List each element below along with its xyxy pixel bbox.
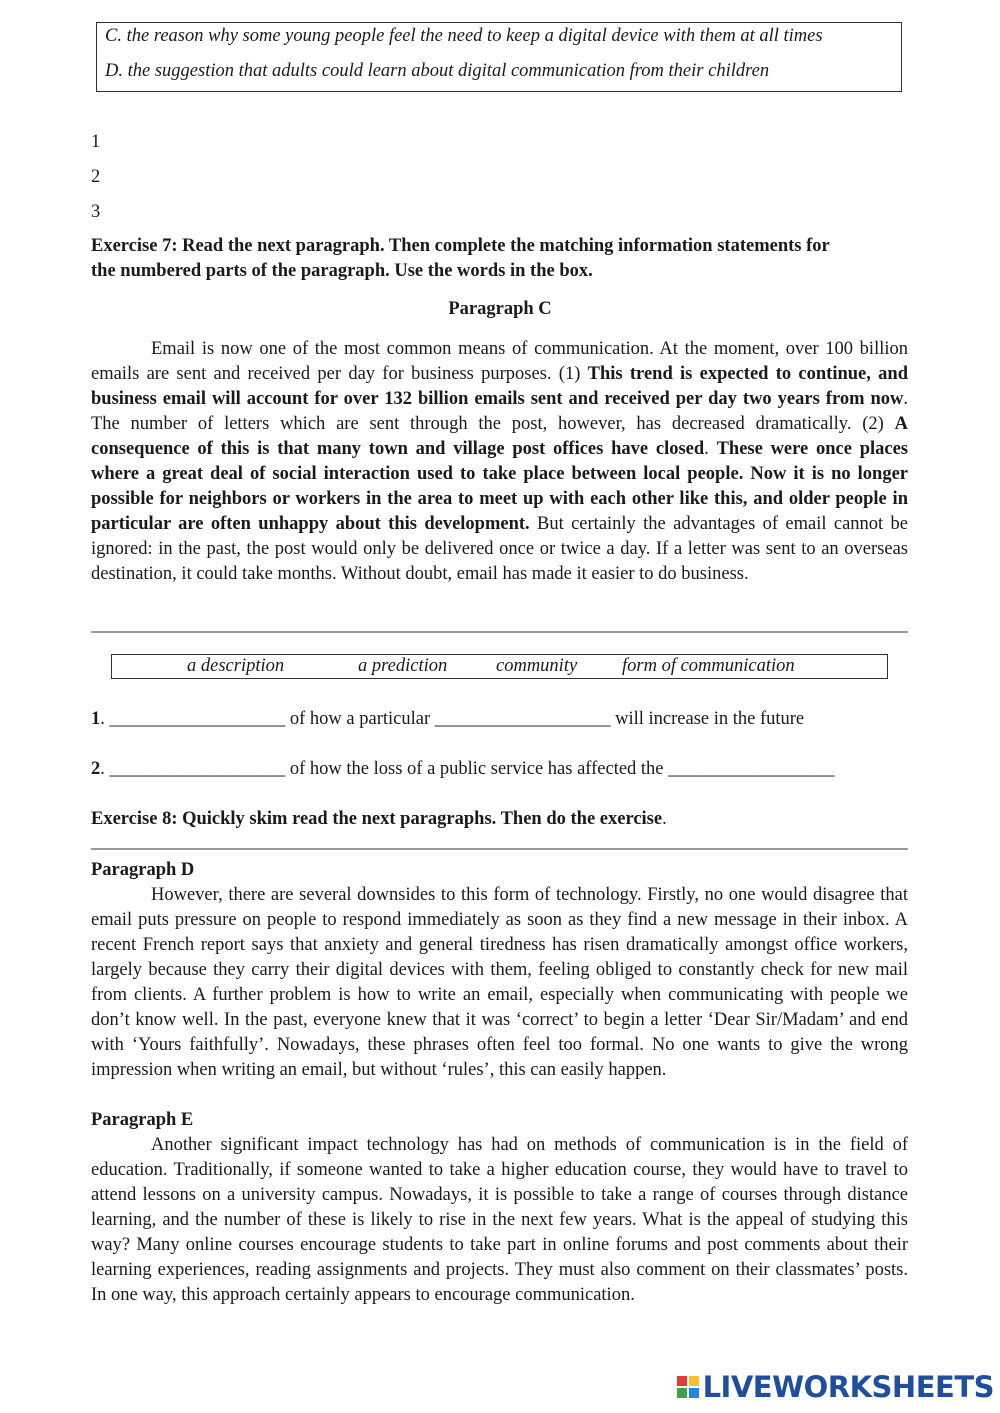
paragraph-c-title: Paragraph C bbox=[448, 299, 552, 319]
paragraph-c-bold-1: This trend is expected to continue, and business email will account for over 132 billion emails sent and received per day two years from now bbox=[91, 364, 908, 409]
exercise-8-end: . bbox=[662, 809, 667, 829]
divider-2 bbox=[91, 848, 908, 850]
word-box bbox=[111, 654, 888, 679]
logo-square-red bbox=[677, 1376, 687, 1386]
logo-mark-icon bbox=[677, 1376, 699, 1398]
matching-item-2[interactable] bbox=[91, 757, 911, 782]
exercise-7-line-2: the numbered parts of the paragraph. Use the words in the box. bbox=[91, 261, 593, 281]
answer-number-3: 3 bbox=[91, 202, 101, 222]
matching-item-2-number: 2 bbox=[91, 759, 101, 779]
answer-number-2: 2 bbox=[91, 167, 101, 187]
paragraph-c-text-4: But certainly the advantages of email cannot be ignored: in the past, the post would only be delivered once or twice a day. If a letter was sent to an overseas destination, it could take months. Without doubt, email has made it easier to do business. bbox=[91, 514, 908, 584]
word-box-item-4: form of communication bbox=[622, 656, 795, 676]
exercise-7-heading bbox=[91, 234, 911, 284]
exercise-7-line-1: Exercise 7: Read the next paragraph. Then complete the matching information statements for bbox=[91, 236, 830, 256]
paragraph-c-bold-2: A consequence of this is that many town and village post offices have closed bbox=[91, 414, 908, 459]
logo-square-yellow bbox=[689, 1376, 699, 1386]
matching-item-2-text: . ___________________ of how the loss of a public service has affected the __________________ bbox=[100, 759, 835, 779]
logo-text: LIVEWORKSHEETS bbox=[702, 1369, 994, 1404]
paragraph-d-body bbox=[91, 883, 908, 1083]
exercise-8-heading bbox=[91, 807, 911, 832]
paragraph-e-body bbox=[91, 1133, 908, 1308]
matching-item-1-text: . ___________________ of how a particular ___________________ will increase in the future bbox=[100, 709, 805, 729]
options-box bbox=[96, 22, 902, 92]
paragraph-e-text: Another significant impact technology has had on methods of communication is in the field of education. Traditionally, if someone wanted to take a higher education course, they would have to travel to attend lessons on a university campus. Nowadays, it is possible to take a range of courses through distance learning, and the number of these is likely to rise in the next few years. What is the appeal of studying this way? Many online courses encourage students to take part in online forums and post comments about their learning experiences, reading assignments and projects. They must also comment on their classmates’ posts. In one way, this approach certainly appears to encourage communication. bbox=[91, 1135, 908, 1305]
paragraph-c-body bbox=[91, 337, 908, 587]
option-d: D. the suggestion that adults could learn about digital communication from their children bbox=[105, 61, 770, 81]
matching-item-1-number: 1 bbox=[91, 709, 101, 729]
paragraph-d-title: Paragraph D bbox=[91, 860, 195, 880]
answer-number-1: 1 bbox=[91, 132, 101, 152]
paragraph-c-bold-3: These were once places where a great deal of social interaction used to take place between local people. Now it is no longer possible for neighbors or workers in the area to meet up with each other like this, and older people in particular are often unhappy about this development. bbox=[91, 439, 909, 534]
paragraph-d-text: However, there are several downsides to this form of technology. Firstly, no one would disagree that email puts pressure on people to respond immediately as soon as they find a new message in their inbox. A recent French report says that anxiety and general tiredness has risen dramatically amongst office workers, largely because they carry their digital devices with them, feeling obliged to constantly check for new mail from clients. A further problem is how to write an email, especially when communicating with people we don’t know well. In the past, everyone knew that it was ‘correct’ to begin a letter ‘Dear Sir/Madam’ and end with ‘Yours faithfully’. Nowadays, these phrases often feel too formal. No one wants to give the wrong impression when writing an email, but without ‘rules’, this can easily happen. bbox=[91, 885, 908, 1080]
matching-item-1[interactable] bbox=[91, 707, 911, 732]
logo-square-green bbox=[677, 1388, 687, 1398]
paragraph-c-text-1: Email is now one of the most common means of communication. At the moment, over 100 billion emails are sent and received per day for business purposes. (1) bbox=[91, 339, 908, 384]
liveworksheets-logo[interactable] bbox=[677, 1371, 994, 1403]
word-box-item-1: a description bbox=[187, 656, 285, 676]
exercise-8-bold: Exercise 8: Quickly skim read the next paragraphs. Then do the exercise bbox=[91, 809, 663, 829]
paragraph-c-text-3: . bbox=[704, 439, 717, 459]
paragraph-e-title: Paragraph E bbox=[91, 1110, 194, 1130]
word-box-item-3: community bbox=[496, 656, 578, 676]
paragraph-c-text-2: . The number of letters which are sent through the post, however, has decreased dramatically. (2) bbox=[91, 389, 908, 434]
divider-1 bbox=[91, 631, 908, 633]
logo-square-blue bbox=[689, 1388, 699, 1398]
word-box-item-2: a prediction bbox=[358, 656, 448, 676]
option-c: C. the reason why some young people feel the need to keep a digital device with them at all times bbox=[105, 26, 823, 46]
